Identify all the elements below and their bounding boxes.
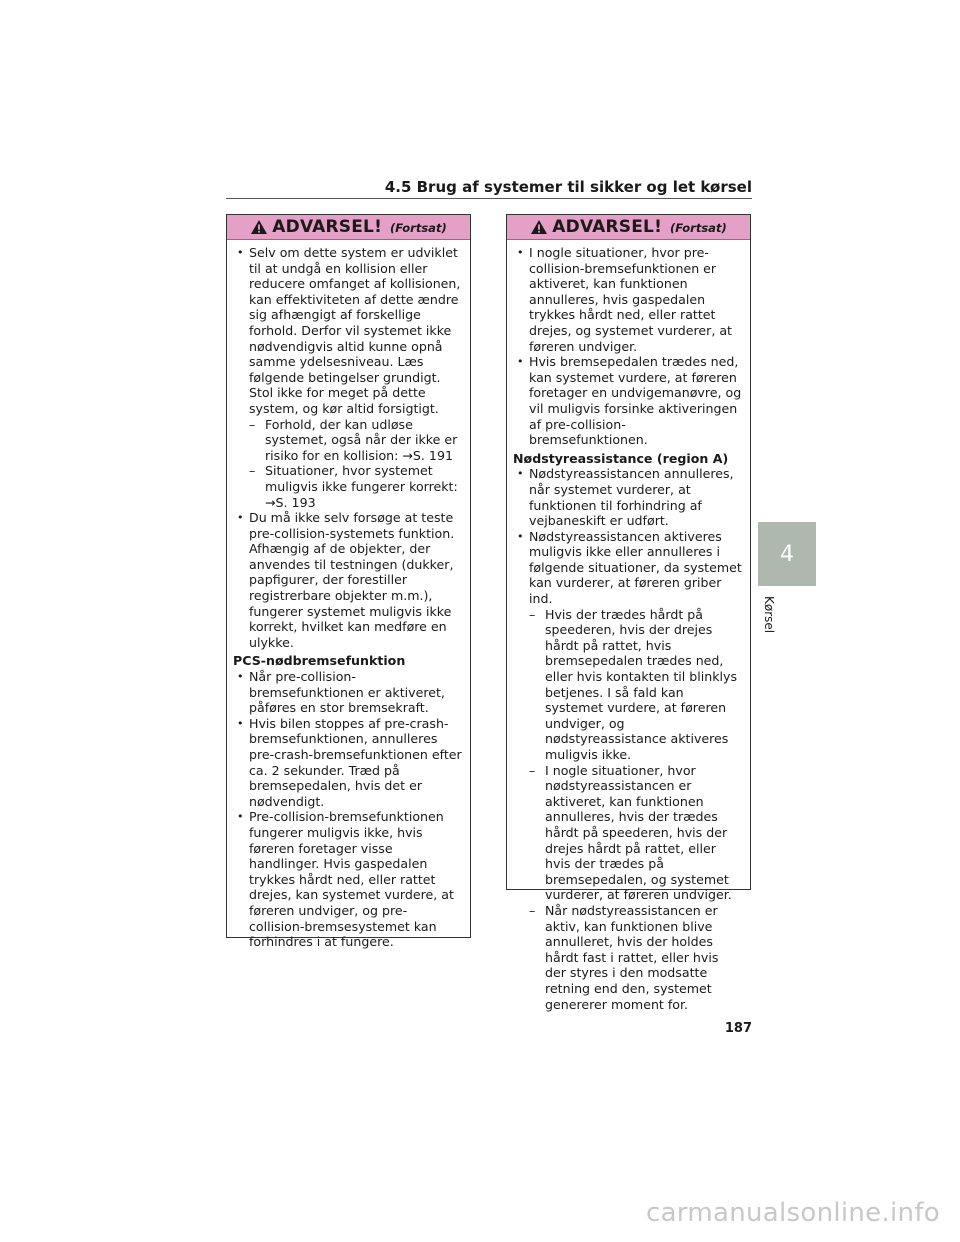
chapter-label: Kørsel (762, 596, 776, 634)
warning-box-left-body (227, 240, 470, 956)
section-subheading: Nødstyreassistance (region A) (513, 450, 729, 466)
dash-item: – Når nødstyreassistancen er aktiv, kan funktionen blive annulleret, hvis der holdes hårdt fast i rattet, eller hvis der styres i den modsatte retning end den, systemet genererer moment for. (513, 903, 742, 1012)
warning-box-left (226, 214, 471, 950)
bullet-item: • Nødstyreassistancen annulleres, når systemet vurderer, at funktionen til forhindring af vejbaneskift er udført. (513, 466, 742, 528)
dash-item: – Forhold, der kan udløse systemet, også når der ikke er risiko for en kollision: →S. 191 (233, 417, 462, 464)
bullet-item: • Når pre-collision-bremsefunktionen er aktiveret, påføres en stor bremsekraft. (233, 669, 462, 716)
bullet-item: • Selv om dette system er udviklet til at undgå en kollision eller reducere omfanget af kollisionen, kan effektiviteten af dette ændre sig afhængigt af forskellige forhold. Derfor vil systemet ikke nødvendigvis altid kunne opnå samme ydelsesniveau. Læs følgende betingelser grundigt. Stol ikke for meget på dette system, og kør altid forsigtigt. (233, 245, 462, 417)
bullet-item: • Nødstyreassistancen aktiveres muligvis ikke eller annulleres i følgende situationer, da systemet kan vurderer, at føreren griber ind. (513, 529, 742, 607)
warning-box-right (506, 214, 751, 1012)
section-header: 4.5 Brug af systemer til sikker og let kørsel (384, 178, 752, 196)
warning-continued: (Fortsat) (670, 221, 727, 235)
watermark: carmanualsonline.info (645, 1198, 940, 1228)
warning-box-right-title (507, 215, 750, 240)
bullet-item: • Hvis bremsepedalen trædes ned, kan systemet vurdere, at føreren foretager en undvigemanøvre, og vil muligvis forsinke aktiveringen af pre-collision-bremsefunktionen. (513, 354, 742, 448)
bullet-item: • Hvis bilen stoppes af pre-crash-bremsefunktionen, annulleres pre-crash-bremsefunktionen efter ca. 2 sekunder. Træd på bremsepedalen, hvis det er nødvendigt. (233, 716, 462, 810)
chapter-tab (758, 522, 816, 586)
dash-item: – Hvis der trædes hårdt på speederen, hvis der drejes hårdt på rattet, hvis bremsepedalen trædes ned, eller hvis kontakten til blinklys betjenes. I så fald kan systemet vurdere, at føreren undviger, og nødstyreassistance aktiveres muligvis ikke. (513, 607, 742, 763)
bullet-item: • Du må ikke selv forsøge at teste pre-collision-systemets funktion. Afhængig af de objekter, der anvendes til testningen (dukker, papfigurer, der forestiller registrerbare objekter m.m.), fungerer systemet muligvis ikke korrekt, hvilket kan medføre en ulykke. (233, 510, 462, 650)
header-rule (226, 198, 752, 199)
warning-triangle-icon (530, 219, 548, 235)
bullet-item: • I nogle situationer, hvor pre-collision-bremsefunktionen er aktiveret, kan funktionen annulleres, hvis gaspedalen trykkes hårdt ned, eller rattet drejes, og systemet vurderer, at føreren undviger. (513, 245, 742, 354)
section-subheading: PCS-nødbremsefunktion (233, 653, 406, 669)
page-number: 187 (724, 1021, 752, 1036)
warning-box-right-body (507, 240, 750, 1018)
warning-continued: (Fortsat) (390, 221, 447, 235)
warning-title: ADVARSEL! (552, 217, 663, 237)
dash-item: – I nogle situationer, hvor nødstyreassistancen er aktiveret, kan funktionen annulleres, hvis der trædes hårdt på speederen, hvis der drejes hårdt på rattet, eller hvis der trædes på bremsepedalen, og systemet vurderer, at føreren undviger. (513, 763, 742, 903)
warning-title: ADVARSEL! (272, 217, 383, 237)
warning-triangle-icon (250, 219, 268, 235)
chapter-number: 4 (780, 541, 794, 567)
warning-box-left-title (227, 215, 470, 240)
dash-item: – Situationer, hvor systemet muligvis ikke fungerer korrekt: →S. 193 (233, 463, 462, 510)
bullet-item: • Pre-collision-bremsefunktionen fungerer muligvis ikke, hvis føreren foretager visse handlinger. Hvis gaspedalen trykkes hårdt ned, eller rattet drejes, kan systemet vurdere, at føreren undviger, og pre-collision-bremsesystemet kan forhindres i at fungere. (233, 809, 462, 949)
